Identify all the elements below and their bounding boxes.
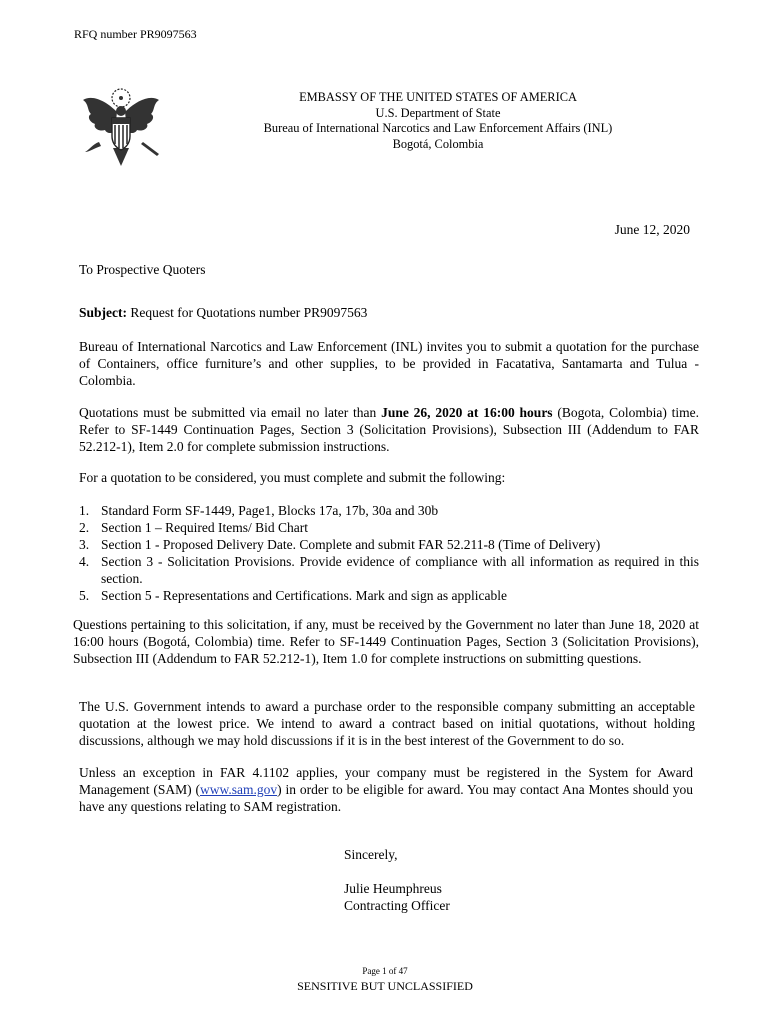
sam-link[interactable]: www.sam.gov bbox=[200, 782, 278, 797]
classification-marking: SENSITIVE BUT UNCLASSIFIED bbox=[297, 979, 473, 993]
page-number: Page 1 of 47 bbox=[362, 966, 408, 976]
closing: Sincerely, bbox=[344, 847, 398, 862]
requirements-list bbox=[79, 502, 699, 604]
list-item: 2. Section 1 – Required Items/ Bid Chart bbox=[79, 520, 308, 535]
deadline-pre: Quotations must be submitted via email no later than bbox=[79, 405, 382, 420]
paragraph-award: The U.S. Government intends to award a purchase order to the responsible company submitting an acceptable quotation at the lowest price. We intend to award a contract based on initial quotations, without holding discussions, although we may hold discussions if it is in the best interest of the Government to do so. bbox=[79, 699, 695, 748]
paragraph-sam bbox=[79, 764, 693, 815]
deadline-post: (Bogota, Colombia) time. Refer to SF-1449 Continuation Pages, Section 3 (Solicitation Provisions), Subsection III (Addendum to FAR 52.212-1), Item 2.0 for complete submission instructions. bbox=[79, 405, 700, 454]
subject-line bbox=[79, 304, 367, 321]
letterhead bbox=[220, 90, 656, 152]
list-item: 3. Section 1 - Proposed Delivery Date. Complete and submit FAR 52.211-8 (Time of Delivery) bbox=[79, 537, 601, 552]
list-item: 5. Section 5 - Representations and Certifications. Mark and sign as applicable bbox=[79, 588, 508, 603]
paragraph-questions: Questions pertaining to this solicitation, if any, must be received by the Government no later than June 18, 2020 at 16:00 hours (Bogotá, Colombia) time. Refer to SF-1449 Continuation Pages, Section 3 (Solicitation Provisions), Subsection III (Addendum to FAR 52.212-1), Item 1.0 for complete instructions on submitting questions. bbox=[73, 617, 699, 666]
signer-title: Contracting Officer bbox=[344, 898, 450, 913]
letterhead-location: Bogotá, Colombia bbox=[392, 136, 484, 151]
letterhead-bureau: Bureau of International Narcotics and Law Enforcement Affairs (INL) bbox=[263, 121, 613, 135]
paragraph-requirements-intro: For a quotation to be considered, you must complete and submit the following: bbox=[79, 470, 506, 485]
sam-post: ) in order to be eligible for award. You may contact Ana Montes should you have any questions relating to SAM registration. bbox=[79, 782, 693, 814]
deadline-date: June 26, 2020 at 16:00 hours bbox=[381, 405, 553, 420]
list-item: 1. Standard Form SF-1449, Page1, Blocks 17a, 17b, 30a and 30b bbox=[79, 503, 439, 518]
letterhead-department: U.S. Department of State bbox=[375, 105, 501, 120]
letterhead-embassy: EMBASSY OF THE UNITED STATES OF AMERICA bbox=[299, 90, 577, 104]
salutation: To Prospective Quoters bbox=[79, 262, 206, 277]
list-item: 4. Section 3 - Solicitation Provisions. Provide evidence of compliance with all information as required in this section. bbox=[79, 554, 699, 586]
eagle-seal-icon bbox=[79, 86, 163, 168]
subject-label: Subject: bbox=[79, 305, 127, 320]
rfq-number: RFQ number PR9097563 bbox=[74, 27, 197, 41]
signer-name: Julie Heumphreus bbox=[344, 881, 442, 896]
letter-date: June 12, 2020 bbox=[614, 222, 690, 237]
paragraph-intro: Bureau of International Narcotics and Law Enforcement (INL) invites you to submit a quotation for the purchase of Containers, office furniture’s and other supplies, to be provided in Facatativa, Santamarta and Tulua - Colombia. bbox=[79, 339, 699, 388]
signature-block bbox=[344, 846, 450, 914]
paragraph-deadline bbox=[79, 404, 699, 455]
subject-text: Request for Quotations number PR9097563 bbox=[127, 305, 368, 320]
sam-pre: Unless an exception in FAR 4.1102 applies, your company must be registered in the System for Award Management (SAM) ( bbox=[79, 765, 693, 797]
